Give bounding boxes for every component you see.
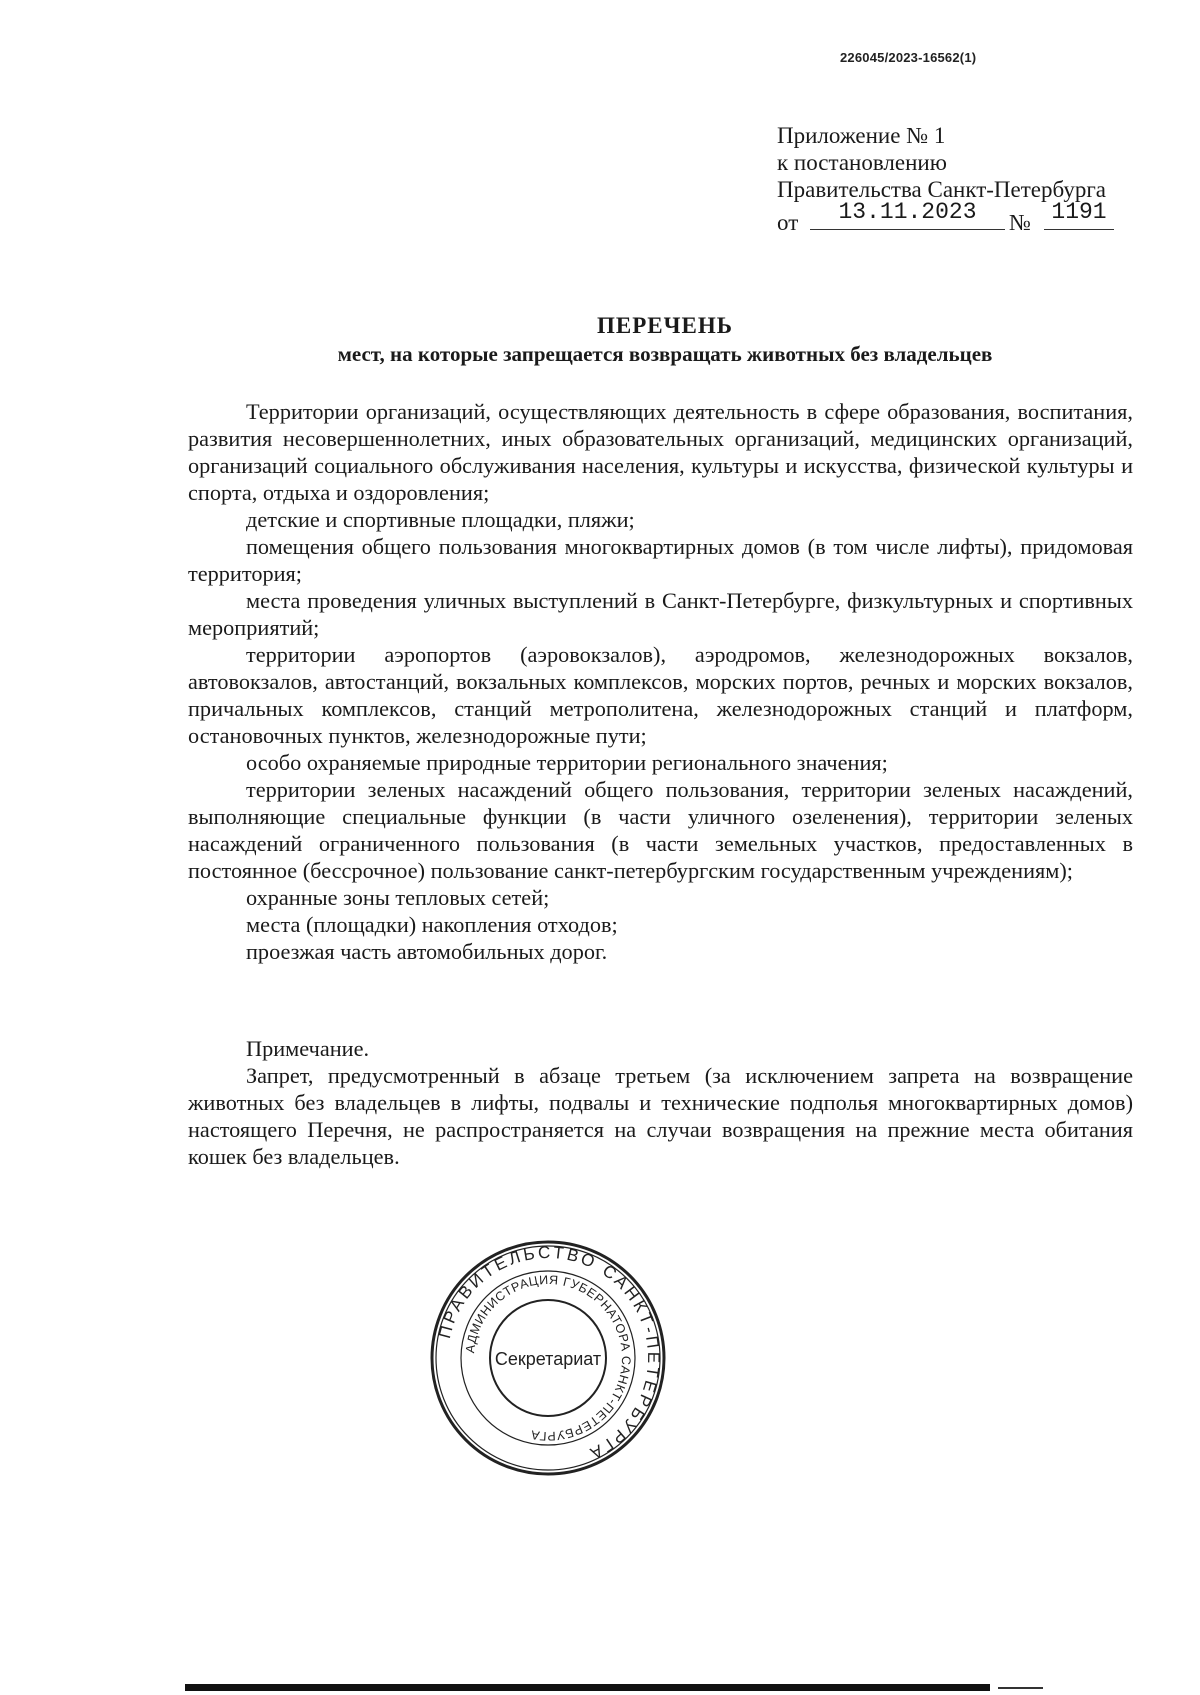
paragraph: территории зеленых насаждений общего пользования, территории зеленых насаждений, выполняющие специальные функции (в части уличного озеленения), территории зеленых насаждений ограниченного пользования (в части земельных участков, предоставленных в постоянное (бессрочное) пользование санкт-петербургским государственным учреждениям); xyxy=(188,777,1133,883)
paragraph: помещения общего пользования многоквартирных домов (в том числе лифты), придомовая территория; xyxy=(188,534,1133,586)
decree-number: 1191 xyxy=(1044,199,1114,230)
document-title: ПЕРЕЧЕНЬ xyxy=(597,313,733,338)
scan-edge-mark xyxy=(998,1687,1043,1689)
paragraph: места (площадки) накопления отходов; xyxy=(246,912,618,937)
appendix-block xyxy=(777,122,1106,233)
seal-inner-text: АДМИНИСТРАЦИЯ ГУБЕРНАТОРА САНКТ-ПЕТЕРБУРГА xyxy=(463,1272,634,1444)
paragraph: особо охраняемые природные территории регионального значения; xyxy=(246,750,888,775)
appendix-date-line xyxy=(777,199,1107,235)
scan-edge-bar xyxy=(185,1684,990,1691)
appendix-line-3: Правительства Санкт-Петербурга xyxy=(777,177,1106,202)
note-text: Запрет, предусмотренный в абзаце третьем (за исключением запрета на возвращение животных без владельцев в лифты, подвалы и технические подполья многоквартирных домов) настоящего Перечня, не распространяется на случаи возвращения на прежние места обитания кошек без владельцев. xyxy=(188,1063,1133,1169)
paragraph: территории аэропортов (аэровокзалов), аэродромов, железнодорожных вокзалов, автовокзалов, автостанций, вокзальных комплексов, морских портов, речных и морских вокзалов, причальных комплексов, станций метрополитена, железнодорожных станций и платформ, остановочных пунктов, железнодорожные пути; xyxy=(188,642,1133,748)
official-seal-stamp xyxy=(428,1238,668,1478)
document-subtitle: мест, на которые запрещается возвращать животных без владельцев xyxy=(337,342,993,366)
registration-number: 226045/2023-16562(1) xyxy=(840,50,977,65)
paragraph: охранные зоны тепловых сетей; xyxy=(246,885,550,910)
paragraph: детские и спортивные площадки, пляжи; xyxy=(246,507,635,532)
paragraph: Территории организаций, осуществляющих деятельность в сфере образования, воспитания, развития несовершеннолетних, иных образовательных организаций, медицинских организаций, организаций социального обслуживания населения, культуры и искусства, физической культуры и спорта, отдыха и оздоровления; xyxy=(188,399,1133,505)
date-prefix: от xyxy=(777,210,799,235)
number-sign: № xyxy=(1009,210,1031,235)
seal-outer-text: ПРАВИТЕЛЬСТВО САНКТ-ПЕТЕРБУРГА xyxy=(434,1242,664,1465)
document-body xyxy=(188,398,1133,965)
appendix-line-2: к постановлению xyxy=(777,150,947,175)
note-label: Примечание. xyxy=(246,1036,370,1061)
paragraph: проезжая часть автомобильных дорог. xyxy=(246,939,608,964)
decree-date: 13.11.2023 xyxy=(810,199,1005,230)
note-block xyxy=(188,1035,1133,1170)
paragraph: места проведения уличных выступлений в Санкт-Петербурге, физкультурных и спортивных мероприятий; xyxy=(188,588,1133,640)
appendix-line-1: Приложение № 1 xyxy=(777,123,946,148)
seal-center-text: Секретариат xyxy=(494,1349,602,1369)
